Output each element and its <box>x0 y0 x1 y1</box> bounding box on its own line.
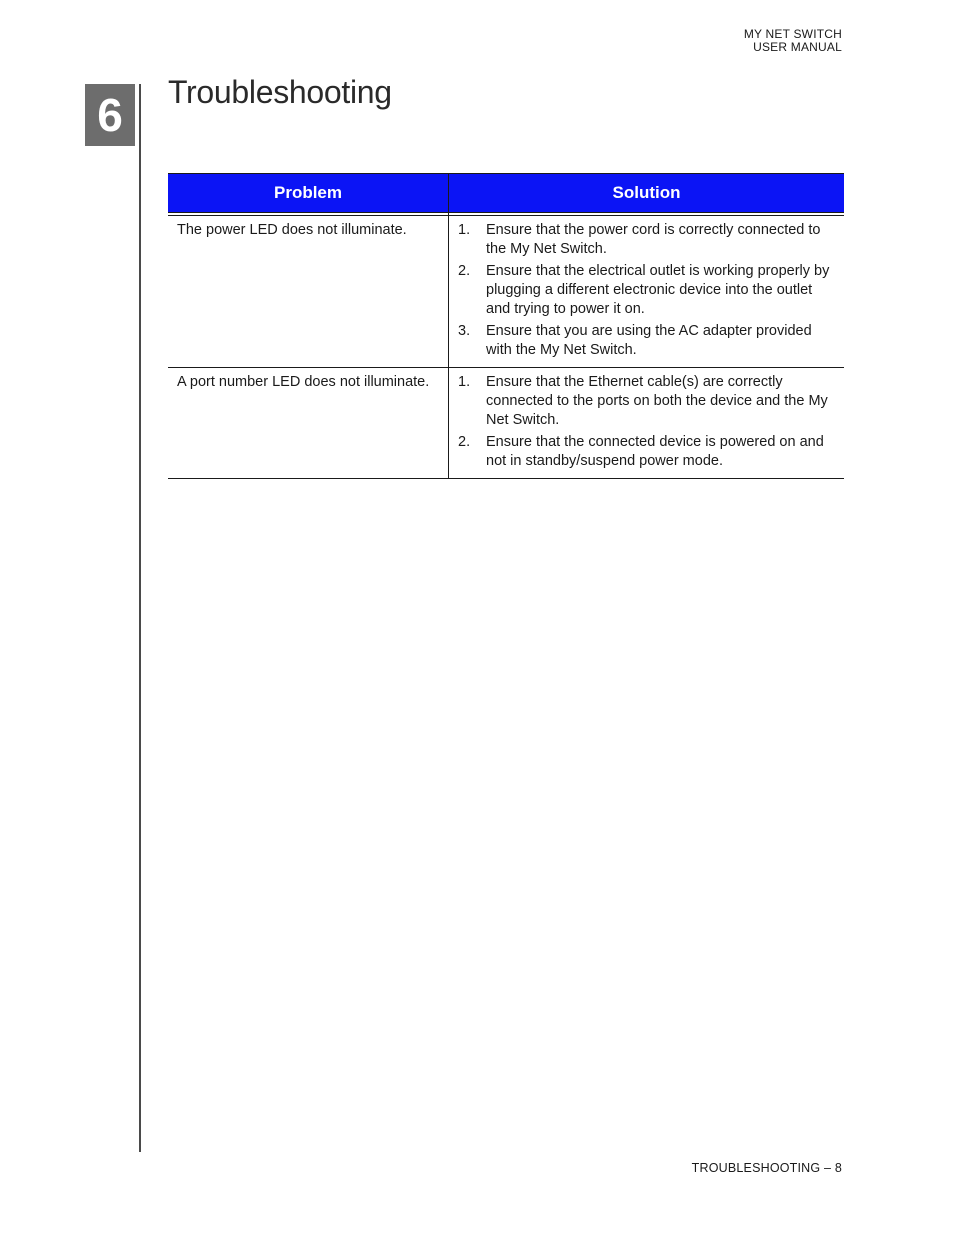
step-text: Ensure that the Ethernet cable(s) are correctly connected to the ports on both the device and the My Net Switch. <box>486 374 828 428</box>
solution-step <box>458 433 836 471</box>
footer-separator: – <box>820 1161 835 1175</box>
problem-cell: A port number LED does not illuminate. <box>168 368 449 479</box>
solution-step <box>458 221 836 259</box>
page-title: Troubleshooting <box>168 74 392 110</box>
footer-section: TROUBLESHOOTING <box>691 1161 821 1175</box>
solution-cell <box>449 216 845 368</box>
step-text: Ensure that the connected device is powered on and not in standby/suspend power mode. <box>486 434 824 469</box>
column-header-problem: Problem <box>168 174 449 213</box>
step-number: 1. <box>458 374 471 390</box>
step-number: 2. <box>458 263 471 279</box>
solution-step <box>458 373 836 430</box>
step-number: 2. <box>458 434 471 450</box>
solution-step <box>458 262 836 319</box>
chapter-number-box: 6 <box>85 84 135 146</box>
solution-cell <box>449 368 845 479</box>
footer-page-number: 8 <box>834 1161 842 1175</box>
table-header-row <box>168 174 844 213</box>
header-doc: USER MANUAL <box>753 40 842 54</box>
step-text: Ensure that the electrical outlet is working properly by plugging a different electronic device into the outlet and trying to power it on. <box>486 263 830 317</box>
table-row <box>168 216 844 368</box>
table-row <box>168 368 844 479</box>
column-header-solution: Solution <box>449 174 845 213</box>
margin-rule <box>139 84 141 1152</box>
step-number: 3. <box>458 323 471 339</box>
header-product: MY NET SWITCH <box>743 27 842 41</box>
step-text: Ensure that the power cord is correctly connected to the My Net Switch. <box>486 222 821 257</box>
step-text: Ensure that you are using the AC adapter provided with the My Net Switch. <box>486 323 812 358</box>
page-footer <box>692 1161 842 1175</box>
problem-cell: The power LED does not illuminate. <box>168 216 449 368</box>
running-header <box>744 28 842 54</box>
troubleshooting-table <box>168 173 844 479</box>
step-number: 1. <box>458 222 471 238</box>
solution-step <box>458 322 836 360</box>
